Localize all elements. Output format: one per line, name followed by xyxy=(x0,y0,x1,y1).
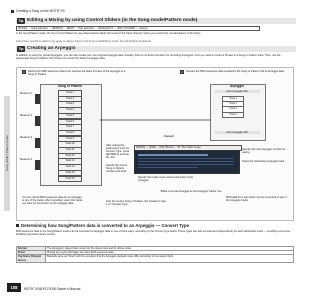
tip1-title: Editing a Mixing by using Control Sliders (in the Song mode/Pattern mode) xyxy=(27,18,198,23)
tip1-path: [SONG] → Song selection → [MIXING] → [EDIT] → Part selection → [F3] EQ/OUT → [SF1] VOL/PAN → Volume xyxy=(16,26,260,31)
measure-label: Measure 4 xyxy=(20,158,33,161)
arpeggio-track-cell: Track 4 xyxy=(222,112,244,118)
arpeggio-title: Arpeggio xyxy=(230,84,244,88)
step1-text: Record the MIDI sequence data to be used as the basis for base of the Arpeggio to a Song or Pattern. xyxy=(28,70,126,77)
job-display xyxy=(134,150,240,174)
arpeggio-track-cell: Track 2 xyxy=(222,101,244,107)
caption-mid: Sets the source Song or Pattern. Set created in step 1 of "Convert Type". xyxy=(106,200,166,207)
track-cell: Track 3 xyxy=(58,101,82,108)
note-f: "Make a normal Arpeggio as the Arpeggio Tracks" etc. xyxy=(160,190,222,193)
row-key: Fixed xyxy=(17,251,46,255)
section-title: Determining how Song/Pattern data is converted to an Arpeggio — Convert Type xyxy=(21,222,190,228)
row-key: Org Notes (Original Notes) xyxy=(17,255,46,262)
job-path: [SONG] → [JOB] → [F6] TRACK → 07: Put Track To Arp xyxy=(134,145,242,151)
track-cell: Track 7 xyxy=(58,124,82,131)
track-cell: Track 2 xyxy=(58,96,82,103)
measure-marker xyxy=(35,138,40,148)
song-pattern-title: Song or Pattern xyxy=(58,84,82,88)
measure-label: Measure 2 xyxy=(20,114,33,117)
row-value: The Arpeggio is played back using only the played note and its octave notes. xyxy=(46,247,294,251)
step2-number: 2 xyxy=(181,70,183,74)
header-marker xyxy=(11,10,14,13)
tip1-note: Instructions specific to sliders may apply to various Parts in the Song mode/Pattern mode. See the Reference Manual. xyxy=(16,40,152,43)
arpeggio-track-cell: Track 1 xyxy=(222,96,244,102)
tip1-badge: Tip xyxy=(18,19,24,23)
track-cell: Track 14 xyxy=(58,164,82,171)
track-cell: Track 6 xyxy=(58,119,82,126)
note-b: Specify the User Arpeggio number for saving. xyxy=(242,148,286,155)
track-cell: Track 8 xyxy=(58,130,82,137)
track-cell: Track 9 xyxy=(58,136,82,143)
arpeggio-track-list xyxy=(222,96,244,120)
tip1-body: In the Song/Pattern mode, the four Control Sliders let you independently adjust the levels of the Parts (Voices), letting you control the overall balance of the Parts. xyxy=(16,32,202,35)
track-cell: Track 5 xyxy=(58,113,82,120)
side-tab-label: Song mode / Pattern mode xyxy=(5,135,9,171)
step2-text: Convert the MIDI sequence data created by the Song or Pattern Job to Arpeggio data. xyxy=(186,70,285,73)
tip2-badge: Tip xyxy=(18,47,24,51)
arpeggio-track-cell: Track 3 xyxy=(222,106,244,112)
track-cell: Track 4 xyxy=(58,107,82,114)
convert-label: Convert xyxy=(164,135,174,138)
measure-marker xyxy=(35,94,40,104)
track-cell: Track 15 xyxy=(58,170,82,177)
measure-label: Measure 1 xyxy=(20,92,33,95)
section-body: MIDI sequence data in the Song/Pattern tracks can be converted to Arpeggio data in one of three ways, according to the Convert type below. These types can also be selected independently for each destination track — providing enormous flexibility and performance control. xyxy=(16,230,290,237)
arpeggio-user-last: User Arpeggio 256 xyxy=(214,131,260,134)
measure-list xyxy=(20,90,40,182)
header-title: Creating a Song on the MOTIF XS xyxy=(16,8,65,13)
measure-label: Measure 3 xyxy=(20,136,33,139)
measure-marker xyxy=(35,160,40,170)
note-a: After setting the parameters such as Convert Type, press [ENTER] to execute the Job. xyxy=(106,144,130,160)
row-value: Basically same as "Fixed" with the exception that the Arpeggio playback notes differ according to the played chord. xyxy=(46,255,294,262)
arpeggio-user-label: User Arpeggio 001 xyxy=(214,90,260,93)
footer-text: MOTIF XS6/XS7/XS8 Owner's Manual xyxy=(24,286,81,291)
note-e: Specify the tracks to be used as the basis of the Arpeggio. xyxy=(138,176,194,183)
track-cell: Track 12 xyxy=(58,153,82,160)
step1-number: 1 xyxy=(23,70,25,74)
convert-type-table xyxy=(16,246,294,263)
caption-left: You can record MIDI sequence data for an Arpeggio to any of the tracks. After recording, select the tracks you want for conversion to the Arpeggio data. xyxy=(22,196,83,206)
track-cell: Track 16 xyxy=(58,176,82,183)
table-row xyxy=(17,255,294,262)
caption-right: MIDI data from two tracks can be converted to two of the Arpeggio tracks. xyxy=(226,196,287,203)
track-list xyxy=(58,90,82,182)
section-marker xyxy=(16,224,19,227)
note-c: Specify the source Song or Pattern number and track. xyxy=(106,164,128,174)
note-d: Select the destination Arpeggio track. xyxy=(242,160,285,163)
tip2-body: In addition to using the preset Arpeggios, you can also create your own original Arpeggio data. Actually, there is no direct operation for recording Arpeggios. First you need to record a Phrase to a Song or Pattern track. Then, use the appropriate Song or Pattern Job function to convert the data to Arpeggio data. xyxy=(16,54,281,61)
page-number: 108 xyxy=(7,283,21,292)
row-key: Normal xyxy=(17,247,46,251)
track-cell: Track 10 xyxy=(58,141,82,148)
convert-arrow xyxy=(100,100,220,140)
row-value: Playing any key(s) will trigger the same MIDI sequence data. xyxy=(46,251,294,255)
measure-marker xyxy=(35,116,40,126)
track-cell: Track 13 xyxy=(58,158,82,165)
track-cell: Track 1 xyxy=(58,90,82,97)
tip2-title: Creating an Arpeggio xyxy=(27,46,76,51)
track-cell: Track 11 xyxy=(58,147,82,154)
